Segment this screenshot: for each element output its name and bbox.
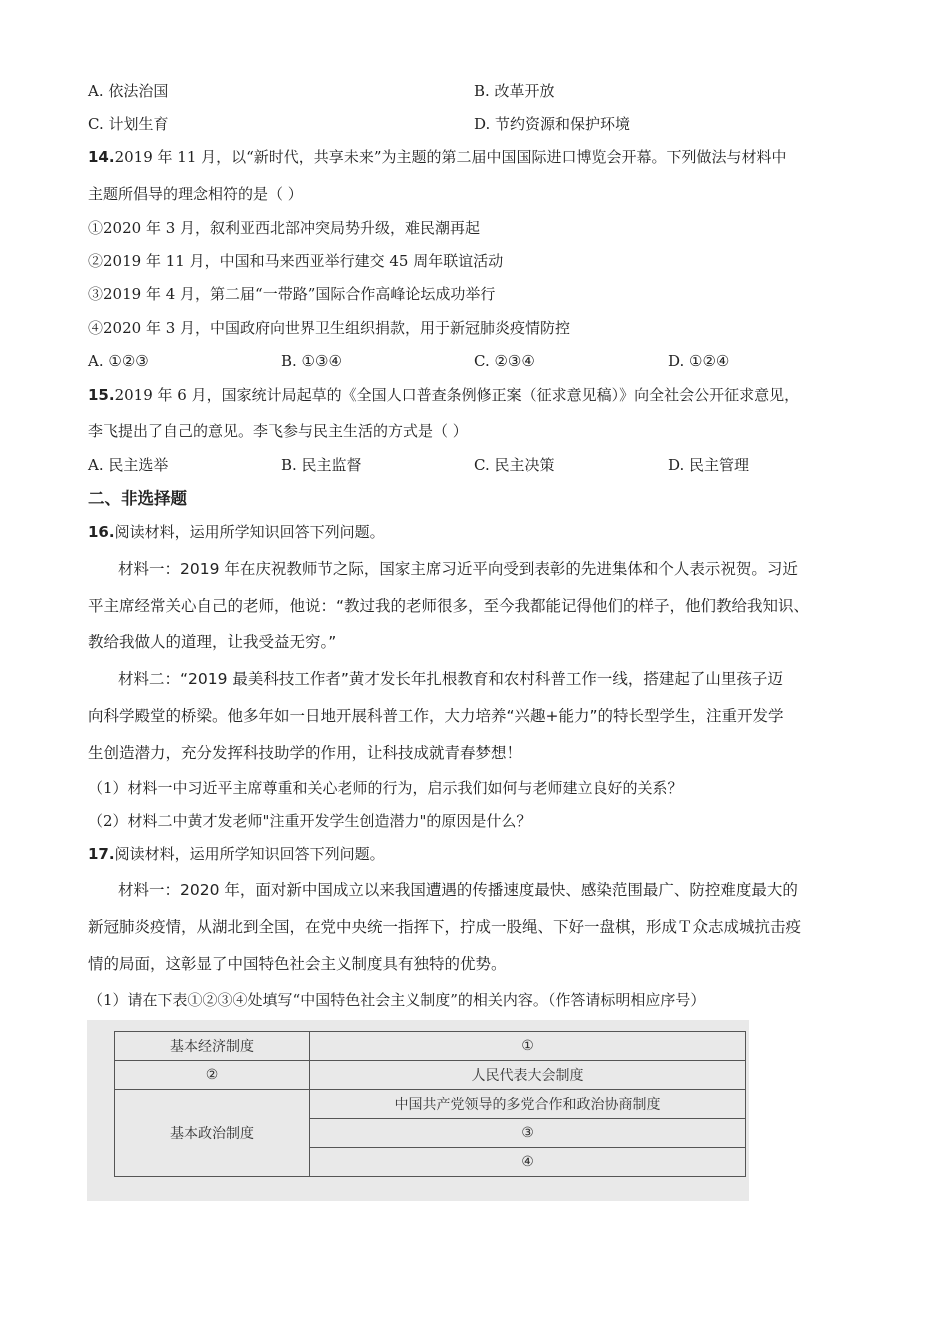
table-cell-blank-3: ③ bbox=[310, 1119, 746, 1148]
q14-item-2: ②2019 年 11 月，中国和马来西亚举行建交 45 周年联谊活动 bbox=[88, 252, 504, 270]
q14-option-c: C. ②③④ bbox=[474, 352, 535, 370]
q15-option-b: B. 民主监督 bbox=[281, 456, 362, 474]
q17-material1-line1: 材料一：2020 年，面对新中国成立以来我国遭遇的传播速度最快、感染范围最广、防控难度最大的 bbox=[118, 881, 798, 899]
q14-stem-line1: 14.2019 年 11 月，以“新时代，共享未来”为主题的第二届中国国际进口博览会开幕。下列做法与材料中 bbox=[88, 148, 787, 166]
q15-stem-line1: 15.2019 年 6 月，国家统计局起草的《全国人口普查条例修正案（征求意见稿）》向全社会公开征求意见， bbox=[88, 386, 800, 404]
q15-option-d: D. 民主管理 bbox=[668, 456, 750, 474]
q13-option-b: B. 改革开放 bbox=[474, 82, 555, 100]
table-row bbox=[115, 1061, 746, 1090]
q14-number: 14. bbox=[88, 148, 115, 166]
q15-option-a: A. 民主选举 bbox=[88, 456, 169, 474]
section-heading: 二、非选择题 bbox=[88, 489, 187, 508]
q16-sub1: （1）材料一中习近平主席尊重和关心老师的行为，启示我们如何与老师建立良好的关系？ bbox=[88, 779, 683, 797]
q16-material2-line2: 向科学殿堂的桥梁。他多年如一日地开展科普工作，大力培养“兴趣+能力”的特长型学生，注重开发学 bbox=[88, 707, 784, 725]
table-cell: 中国共产党领导的多党合作和政治协商制度 bbox=[310, 1090, 746, 1119]
q15-number: 15. bbox=[88, 386, 115, 404]
q15-stem-line2: 李飞提出了自己的意见。李飞参与民主生活的方式是（ ） bbox=[88, 422, 468, 440]
q16-material1-line3: 教给我做人的道理，让我受益无穷。” bbox=[88, 633, 337, 651]
q16-material2-line1: 材料二：“2019 最美科技工作者”黄才发长年扎根教育和农村科普工作一线，搭建起了山里孩子迈 bbox=[118, 670, 783, 688]
q14-item-1: ①2020 年 3 月，叙利亚西北部冲突局势升级，难民潮再起 bbox=[88, 219, 481, 237]
table-cell: 基本政治制度 bbox=[115, 1090, 310, 1177]
q15-option-c: C. 民主决策 bbox=[474, 456, 555, 474]
q16-material1-line1: 材料一：2019 年在庆祝教师节之际，国家主席习近平向受到表彰的先进集体和个人表示祝贺。习近 bbox=[118, 560, 798, 578]
table-cell-blank-4: ④ bbox=[310, 1148, 746, 1177]
q14-stem-line2: 主题所倡导的理念相符的是（ ） bbox=[88, 185, 303, 203]
q16-sub2: （2）材料二中黄才发老师"注重开发学生创造潜力"的原因是什么？ bbox=[88, 812, 532, 830]
q16-stem: 16.阅读材料，运用所学知识回答下列问题。 bbox=[88, 523, 385, 541]
table-cell-blank-2: ② bbox=[115, 1061, 310, 1090]
q17-number: 17. bbox=[88, 845, 115, 863]
q14-option-a: A. ①②③ bbox=[88, 352, 149, 370]
q17-sub1: （1）请在下表①②③④处填写“中国特色社会主义制度”的相关内容。（作答请标明相应序号） bbox=[88, 991, 706, 1009]
q16-number: 16. bbox=[88, 523, 115, 541]
q16-material2-line3: 生创造潜力，充分发挥科技助学的作用，让科技成就青春梦想！ bbox=[88, 744, 523, 762]
q16-material1-line2: 平主席经常关心自己的老师，他说：“教过我的老师很多，至今我都能记得他们的样子，他们教给我知识、 bbox=[88, 597, 810, 615]
q14-item-3: ③2019 年 4 月，第二届“一带路”国际合作高峰论坛成功举行 bbox=[88, 285, 496, 303]
table-cell: 基本经济制度 bbox=[115, 1032, 310, 1061]
q13-option-a: A. 依法治国 bbox=[88, 82, 169, 100]
q17-material1-line3: 情的局面，这彰显了中国特色社会主义制度具有独特的优势。 bbox=[88, 955, 507, 973]
q17-stem: 17.阅读材料，运用所学知识回答下列问题。 bbox=[88, 845, 385, 863]
system-table bbox=[114, 1031, 746, 1177]
q14-option-b: B. ①③④ bbox=[281, 352, 342, 370]
table-cell: 人民代表大会制度 bbox=[310, 1061, 746, 1090]
table-row bbox=[115, 1090, 746, 1119]
q13-option-d: D. 节约资源和保护环境 bbox=[474, 115, 631, 133]
q14-item-4: ④2020 年 3 月，中国政府向世界卫生组织捐款，用于新冠肺炎疫情防控 bbox=[88, 319, 571, 337]
table-row bbox=[115, 1032, 746, 1061]
q13-option-c: C. 计划生育 bbox=[88, 115, 169, 133]
q14-option-d: D. ①②④ bbox=[668, 352, 730, 370]
table-cell-blank-1: ① bbox=[310, 1032, 746, 1061]
q17-material1-line2: 新冠肺炎疫情，从湖北到全国，在党中央统一指挥下，拧成一股绳、下好一盘棋，形成Ｔ众志成城抗击疫 bbox=[88, 918, 802, 936]
